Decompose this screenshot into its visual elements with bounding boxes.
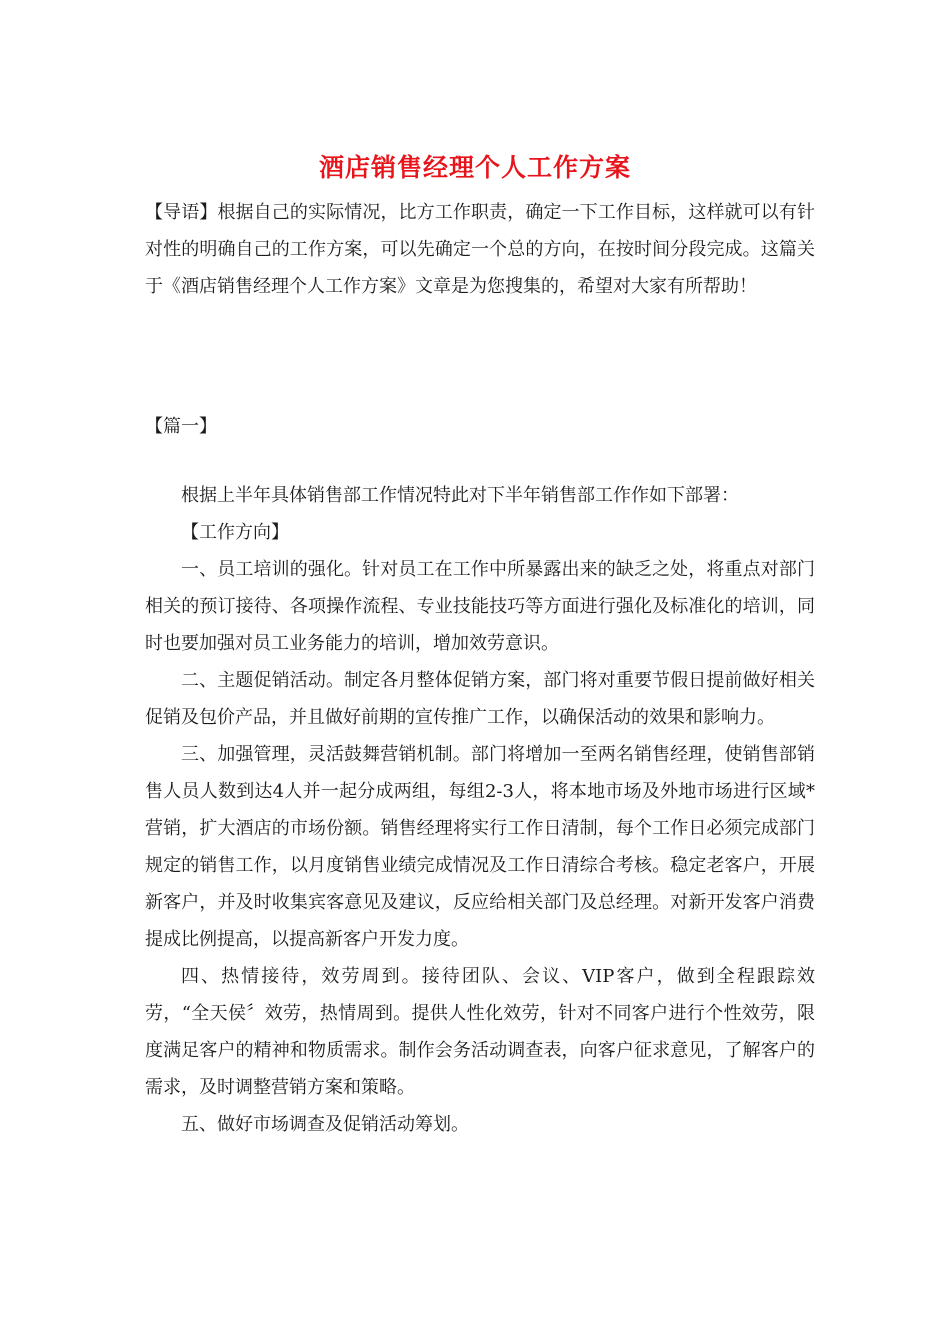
body-paragraph: 二、主题促销活动。制定各月整体促销方案，部门将对重要节假日提前做好相关促销及包价产品，并且做好前期的宣传推广工作，以确保活动的效果和影响力。 — [145, 670, 815, 728]
subheading-work-direction: 【工作方向】 — [181, 522, 289, 543]
body-paragraph: 四、热情接待，效劳周到。接待团队、会议、VIP客户，做到全程跟踪效劳，“全天侯〞效劳，热情周到。提供人性化效劳，针对不同客户进行个性效劳，限度满足客户的精神和物质需求。制作会务活动调查表，向客户征求意见，了解客户的需求，及时调整营销方案和策略。 — [145, 966, 815, 1098]
intro-paragraph: 【导语】根据自己的实际情况，比方工作职责，确定一下工作目标，这样就可以有针对性的明确自己的工作方案，可以先确定一个总的方向，在按时间分段完成。这篇关于《酒店销售经理个人工作方案》文章是为您搜集的，希望对大家有所帮助！ — [145, 202, 815, 297]
body-paragraph: 五、做好市场调查及促销活动筹划。 — [181, 1114, 469, 1135]
body-paragraph: 根据上半年具体销售部工作情况特此对下半年销售部工作作如下部署： — [181, 485, 739, 506]
body-paragraph: 一、员工培训的强化。针对员工在工作中所暴露出来的缺乏之处，将重点对部门相关的预订接待、各项操作流程、专业技能技巧等方面进行强化及标准化的培训，同时也要加强对员工业务能力的培训，增加效劳意识。 — [145, 559, 815, 654]
body-paragraph: 三、加强管理，灵活鼓舞营销机制。部门将增加一至两名销售经理，使销售部销售人员人数到达4人并一起分成两组，每组2-3人，将本地市场及外地市场进行区域*营销，扩大酒店的市场份额。销售经理将实行工作日清制，每个工作日必须完成部门规定的销售工作，以月度销售业绩完成情况及工作日清综合考核。稳定老客户，开展新客户，并及时收集宾客意见及建议，反应给相关部门及总经理。对新开发客户消费提成比例提高，以提高新客户开发力度。 — [145, 744, 815, 950]
section-heading: 【篇一】 — [145, 416, 217, 437]
document-body — [145, 477, 815, 1143]
document-title: 酒店销售经理个人工作方案 — [318, 153, 631, 182]
